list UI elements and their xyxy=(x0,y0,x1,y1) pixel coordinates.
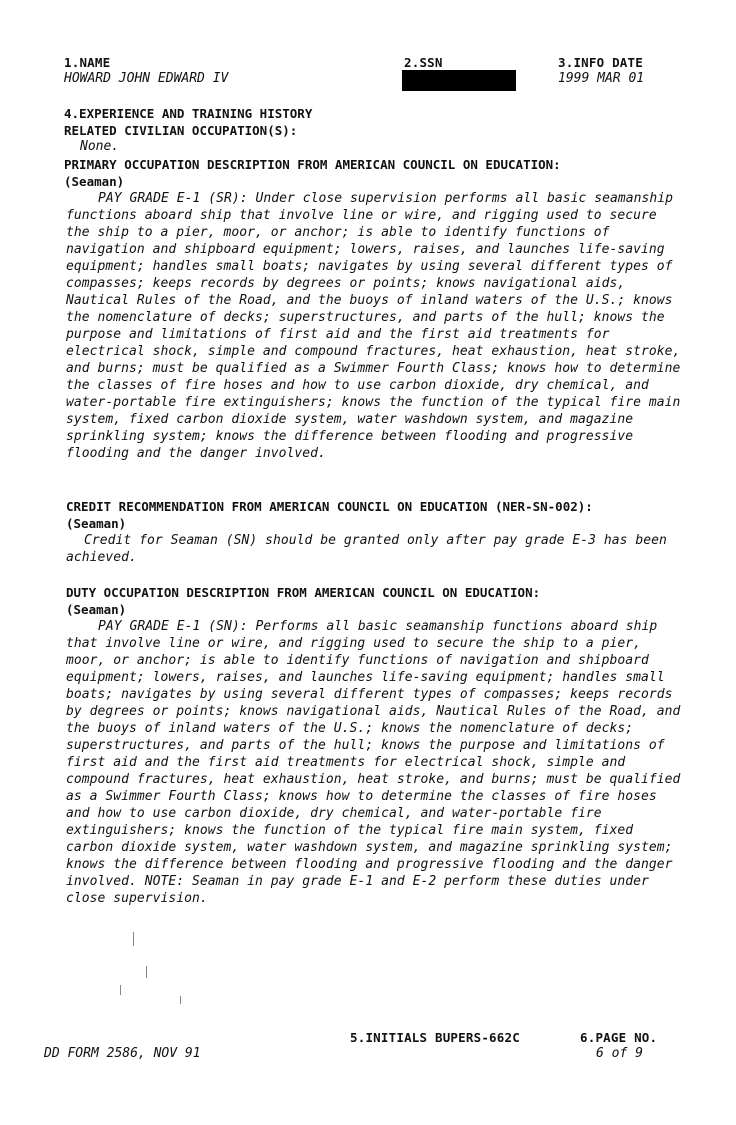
credit-recommendation-heading: CREDIT RECOMMENDATION FROM AMERICAN COUNCIL ON EDUCATION (NER-SN-002): xyxy=(66,499,593,514)
section-title: 4.EXPERIENCE AND TRAINING HISTORY xyxy=(64,106,313,121)
page-number-value: 6 of 9 xyxy=(596,1046,643,1061)
name-label: 1.NAME xyxy=(64,55,111,70)
credit-recommendation-subheading: (Seaman) xyxy=(66,516,127,531)
primary-occupation-subheading: (Seaman) xyxy=(64,174,125,189)
name-value: HOWARD JOHN EDWARD IV xyxy=(64,71,229,86)
civilian-occupation-label: RELATED CIVILIAN OCCUPATION(S): xyxy=(64,123,298,138)
ssn-redaction xyxy=(402,70,516,91)
scan-speck xyxy=(133,932,134,946)
scan-speck xyxy=(146,966,147,978)
civilian-occupation-value: None. xyxy=(80,139,120,154)
scan-speck xyxy=(180,996,181,1004)
initials-label: 5.INITIALS BUPERS-662C xyxy=(350,1030,520,1045)
info-date-value: 1999 MAR 01 xyxy=(558,71,645,86)
page-number-label: 6.PAGE NO. xyxy=(580,1030,658,1045)
info-date-label: 3.INFO DATE xyxy=(558,55,643,70)
form-identifier: DD FORM 2586, NOV 91 xyxy=(44,1046,201,1061)
credit-recommendation-text: Credit for Seaman (SN) should be granted only after pay grade E-3 has been achieved. xyxy=(66,533,667,565)
ssn-label: 2.SSN xyxy=(404,55,443,70)
scan-speck xyxy=(120,985,121,995)
primary-occupation-text: PAY GRADE E-1 (SR): Under close supervision performs all basic seamanship functions aboard ship that involve line or wire, and rigging used to secure the ship to a pier, moor, or anchor; is able to identify functions of navigation and shipboard equipment; lowers, raises, and launches life-saving equipment; handles small boats; navigates by using several different types of compasses; keeps records by degrees or points; knows navigational aids, Nautical Rules of the Road, and the buoys of inland waters of the U.S.; knows the nomenclature of decks; superstructures, and parts of the hull; knows the purpose and limitations of first aid and the first aid treatments for electrical shock, simple and compound fractures, heat exhaustion, heat stroke, and burns; must be qualified as a Swimmer Fourth Class; knows how to determine the classes of fire hoses and how to use carbon dioxide, dry chemical, and water-portable fire extinguishers; knows the function of the typical fire main system, fixed carbon dioxide system, water washdown system, and magazine sprinkling system; knows the difference between flooding and progressive flooding and the danger involved. xyxy=(66,191,681,461)
duty-occupation-text: PAY GRADE E-1 (SN): Performs all basic seamanship functions aboard ship that involve line or wire, and rigging used to secure the ship to a pier, moor, or anchor; is able to identify functions of navigation and shipboard equipment; lowers, raises, and launches life-saving equipment; handles small boats; navigates by using several different types of compasses; keeps records by degrees or points; knows navigational aids, Nautical Rules of the Road, and the buoys of inland waters of the U.S.; knows the nomenclature of decks; superstructures, and parts of the hull; knows the purpose and limitations of first aid and the first aid treatments for electrical shock, simple and compound fractures, heat exhaustion, heat stroke, and burns; must be qualified as a Swimmer Fourth Class; knows how to determine the classes of fire hoses and how to use carbon dioxide, dry chemical, and water-portable fire extinguishers; knows the function of the typical fire main system, fixed carbon dioxide system, water washdown system, and magazine sprinkling system; knows the difference between flooding and progressive flooding and the danger involved. NOTE: Seaman in pay grade E-1 and E-2 perform these duties under close supervision. xyxy=(66,619,681,906)
duty-occupation-subheading: (Seaman) xyxy=(66,602,127,617)
duty-occupation-heading: DUTY OCCUPATION DESCRIPTION FROM AMERICAN COUNCIL ON EDUCATION: xyxy=(66,585,541,600)
primary-occupation-heading: PRIMARY OCCUPATION DESCRIPTION FROM AMERICAN COUNCIL ON EDUCATION: xyxy=(64,157,561,172)
